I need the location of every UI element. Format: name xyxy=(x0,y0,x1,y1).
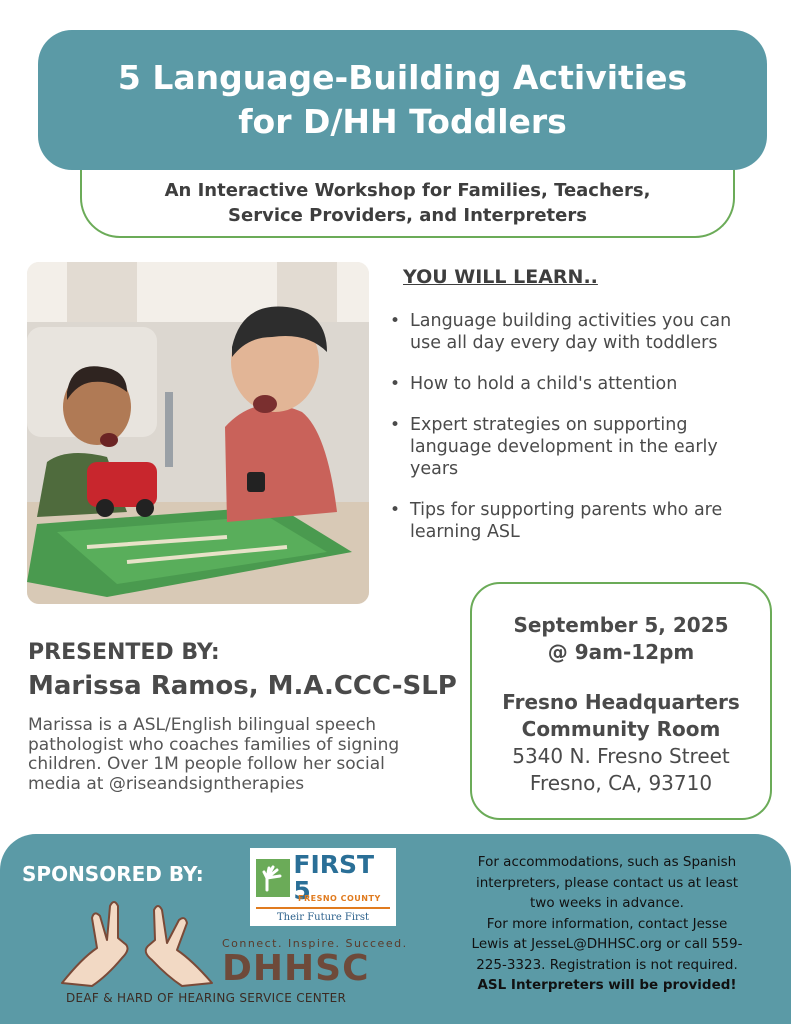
title-line-1: 5 Language-Building Activities xyxy=(117,58,688,97)
access-line: For more information, contact Jesse xyxy=(486,915,728,932)
learn-item-line: • How to hold a child's attention xyxy=(410,374,678,394)
event-address-line-1: 5340 N. Fresno Street xyxy=(512,744,730,768)
subtitle-line-2: Service Providers, and Interpreters xyxy=(228,205,587,226)
sign-hands-icon xyxy=(52,888,222,988)
dhhsc-full-name: DEAF & HARD OF HEARING SERVICE CENTER xyxy=(66,991,347,1005)
bio-line: children. Over 1M people follow her social xyxy=(28,754,385,774)
accommodations-info xyxy=(446,852,768,996)
learn-heading: YOU WILL LEARN.. xyxy=(403,266,598,288)
event-venue-line-2: Community Room xyxy=(521,717,721,741)
access-line: For accommodations, such as Spanish xyxy=(477,854,737,870)
learn-item-line: • Language building activities you can xyxy=(410,311,732,331)
bio-line: pathologist who coaches families of signing xyxy=(28,734,400,755)
access-interpreters-note: ASL Interpreters will be provided! xyxy=(477,977,737,993)
subtitle-line-1: An Interactive Workshop for Families, Teachers, xyxy=(164,180,651,201)
first5-wordmark: FIRST 5 xyxy=(293,850,375,905)
event-time: @ 9am-12pm xyxy=(547,640,695,664)
hand-icon xyxy=(256,859,290,897)
bio-line: Marissa is a ASL/English bilingual speech xyxy=(28,715,377,735)
learn-item-line: • Tips for supporting parents who are xyxy=(410,500,723,520)
learn-item xyxy=(388,373,768,395)
dhhsc-tagline: Connect. Inspire. Succeed. xyxy=(222,937,408,950)
workshop-photo xyxy=(27,262,369,604)
learn-item-line: • Expert strategies on supporting xyxy=(410,415,688,435)
title-banner xyxy=(38,30,767,170)
learn-item xyxy=(388,310,768,354)
learn-item-line: learning ASL xyxy=(410,522,520,542)
first5-logo xyxy=(250,848,396,926)
learn-item-line: use all day every day with toddlers xyxy=(410,333,718,353)
learn-item xyxy=(388,414,768,480)
presenter-name: Marissa Ramos, M.A.CCC-SLP xyxy=(28,671,457,701)
presented-by-label: PRESENTED BY: xyxy=(28,640,220,665)
event-details-box xyxy=(470,582,772,820)
learn-item-line: years xyxy=(410,459,459,479)
learn-item xyxy=(388,499,768,543)
learn-item-line: language development in the early xyxy=(410,437,718,457)
sponsored-by-label: SPONSORED BY: xyxy=(22,862,204,886)
event-venue-line-1: Fresno Headquarters xyxy=(502,690,740,714)
title-line-2: for D/HH Toddlers xyxy=(238,102,567,141)
access-line: Lewis at JesseL@DHHSC.org or call 559- xyxy=(471,936,743,952)
dhhsc-wordmark: DHHSC xyxy=(222,948,370,989)
presenter-bio xyxy=(28,716,448,794)
event-address-line-2: Fresno, CA, 93710 xyxy=(529,771,713,795)
first5-tagline: Their Future First xyxy=(277,912,369,923)
bio-line: media at @riseandsigntherapies xyxy=(28,773,305,794)
event-date: September 5, 2025 xyxy=(513,613,729,637)
access-line: two weeks in advance. xyxy=(530,895,684,911)
access-line: interpreters, please contact us at least xyxy=(475,874,739,891)
learn-list xyxy=(388,310,768,562)
access-line: 225-3323. Registration is not required. xyxy=(476,956,738,973)
first5-county: FRESNO COUNTY xyxy=(298,894,381,903)
